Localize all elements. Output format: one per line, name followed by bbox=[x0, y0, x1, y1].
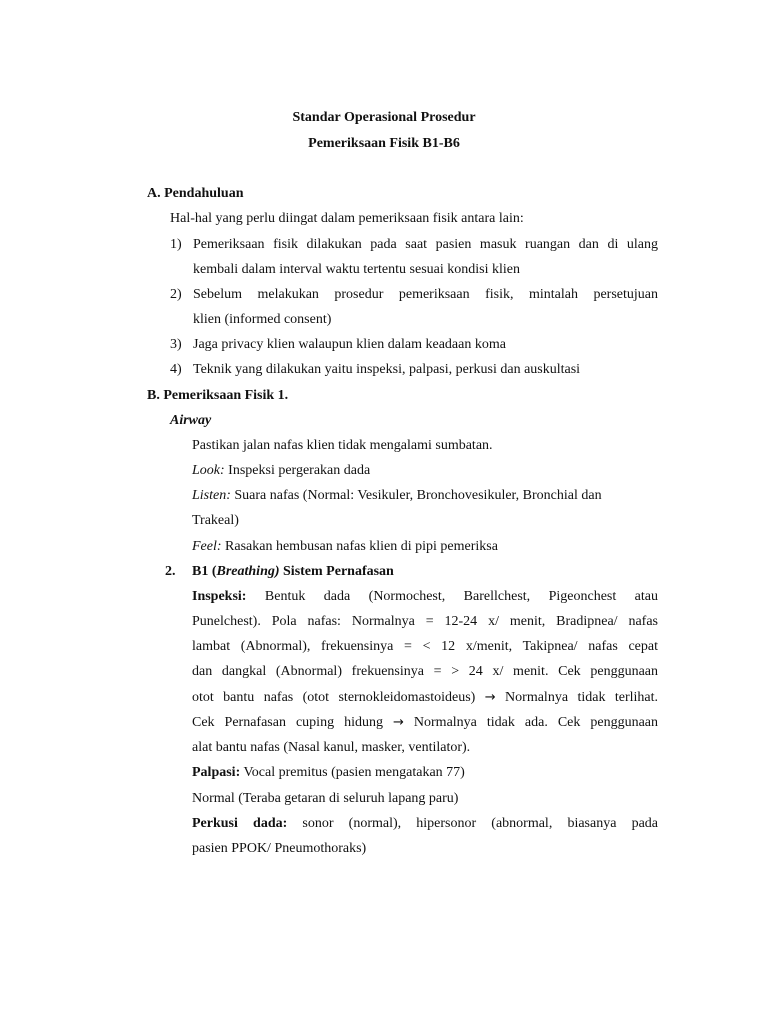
list-item-number: 3) bbox=[170, 337, 182, 352]
look-line bbox=[192, 461, 370, 481]
b1-heading bbox=[192, 562, 394, 582]
b1-prefix: B1 ( bbox=[192, 564, 217, 579]
list-item-text: Teknik yang dilakukan yaitu inspeksi, palpasi, perkusi dan auskultasi bbox=[193, 362, 581, 377]
inspeksi-line-3: lambat (Abnormal), frekuensinya = < 12 x/menit, Takipnea/ nafas cepat bbox=[192, 639, 658, 654]
inspeksi-line-6 bbox=[192, 713, 658, 733]
feel-label: Feel: bbox=[192, 539, 222, 554]
list-item-text: Jaga privacy klien walaupun klien dalam keadaan koma bbox=[193, 337, 506, 352]
airway-line: Pastikan jalan nafas klien tidak mengalami sumbatan. bbox=[192, 438, 493, 453]
list-item-number: 2) bbox=[170, 287, 182, 302]
look-label: Look: bbox=[192, 463, 225, 478]
inspeksi-text-5a: otot bantu nafas (otot sternokleidomastoideus) bbox=[192, 690, 476, 705]
inspeksi-line-1 bbox=[192, 587, 658, 607]
feel-line bbox=[192, 537, 498, 557]
perkusi-text: sonor (normal), hipersonor (abnormal, biasanya pada bbox=[287, 816, 659, 831]
airway-label: Airway bbox=[170, 413, 212, 428]
palpasi-line bbox=[192, 763, 465, 783]
listen-text: Suara nafas (Normal: Vesikuler, Bronchovesikuler, Bronchial dan bbox=[230, 488, 602, 503]
title-line-2: Pemeriksaan Fisik B1-B6 bbox=[308, 136, 460, 151]
list-item-text: Pemeriksaan fisik dilakukan pada saat pasien masuk ruangan dan di ulang bbox=[193, 237, 658, 252]
inspeksi-text-6b: Normalnya tidak ada. Cek penggunaan bbox=[403, 715, 659, 730]
perkusi-line bbox=[192, 814, 658, 834]
palpasi-line-2: Normal (Teraba getaran di seluruh lapang paru) bbox=[192, 791, 459, 806]
inspeksi-text: Bentuk dada (Normochest, Barellchest, Pigeonchest atau bbox=[246, 589, 658, 604]
list-item-text-cont: kembali dalam interval waktu tertentu sesuai kondisi klien bbox=[193, 262, 520, 277]
inspeksi-line-4: dan dangkal (Abnormal) frekuensinya = > 24 x/ menit. Cek penggunaan bbox=[192, 664, 658, 679]
perkusi-line-2: pasien PPOK/ Pneumothoraks) bbox=[192, 841, 367, 856]
listen-label: Listen: bbox=[192, 488, 231, 503]
section-b-heading: B. Pemeriksaan Fisik 1. bbox=[147, 388, 289, 403]
feel-text: Rasakan hembusan nafas klien di pipi pemeriksa bbox=[221, 539, 498, 554]
b1-suffix: Sistem Pernafasan bbox=[279, 564, 394, 579]
inspeksi-label: Inspeksi: bbox=[192, 589, 247, 604]
section-a-heading: A. Pendahuluan bbox=[147, 186, 244, 201]
b1-number: 2. bbox=[165, 564, 176, 579]
list-item-text-cont: klien (informed consent) bbox=[193, 312, 332, 327]
palpasi-label: Palpasi: bbox=[192, 765, 241, 780]
inspeksi-text-6a: Cek Pernafasan cuping hidung bbox=[192, 715, 383, 730]
inspeksi-line-5 bbox=[192, 688, 658, 708]
listen-text-cont: Trakeal) bbox=[192, 513, 239, 528]
title-line-1: Standar Operasional Prosedur bbox=[292, 110, 476, 125]
b1-breathing: Breathing) bbox=[216, 564, 280, 579]
list-item-number: 4) bbox=[170, 362, 182, 377]
perkusi-label: Perkusi dada: bbox=[192, 816, 288, 831]
arrow-right-icon: → bbox=[393, 715, 404, 730]
list-item-text: Sebelum melakukan prosedur pemeriksaan fisik, mintalah persetujuan bbox=[193, 287, 658, 302]
look-text: Inspeksi pergerakan dada bbox=[224, 463, 371, 478]
listen-line bbox=[192, 486, 602, 506]
inspeksi-line-2: Punelchest). Pola nafas: Normalnya = 12-24 x/ menit, Bradipnea/ nafas bbox=[192, 614, 658, 629]
list-item-number: 1) bbox=[170, 237, 182, 252]
palpasi-text: Vocal premitus (pasien mengatakan 77) bbox=[240, 765, 465, 780]
section-a-intro: Hal-hal yang perlu diingat dalam pemeriksaan fisik antara lain: bbox=[170, 211, 524, 226]
inspeksi-line-7: alat bantu nafas (Nasal kanul, masker, ventilator). bbox=[192, 740, 471, 755]
inspeksi-text-5b: Normalnya tidak terlihat. bbox=[495, 690, 658, 705]
arrow-right-icon: → bbox=[484, 690, 496, 705]
